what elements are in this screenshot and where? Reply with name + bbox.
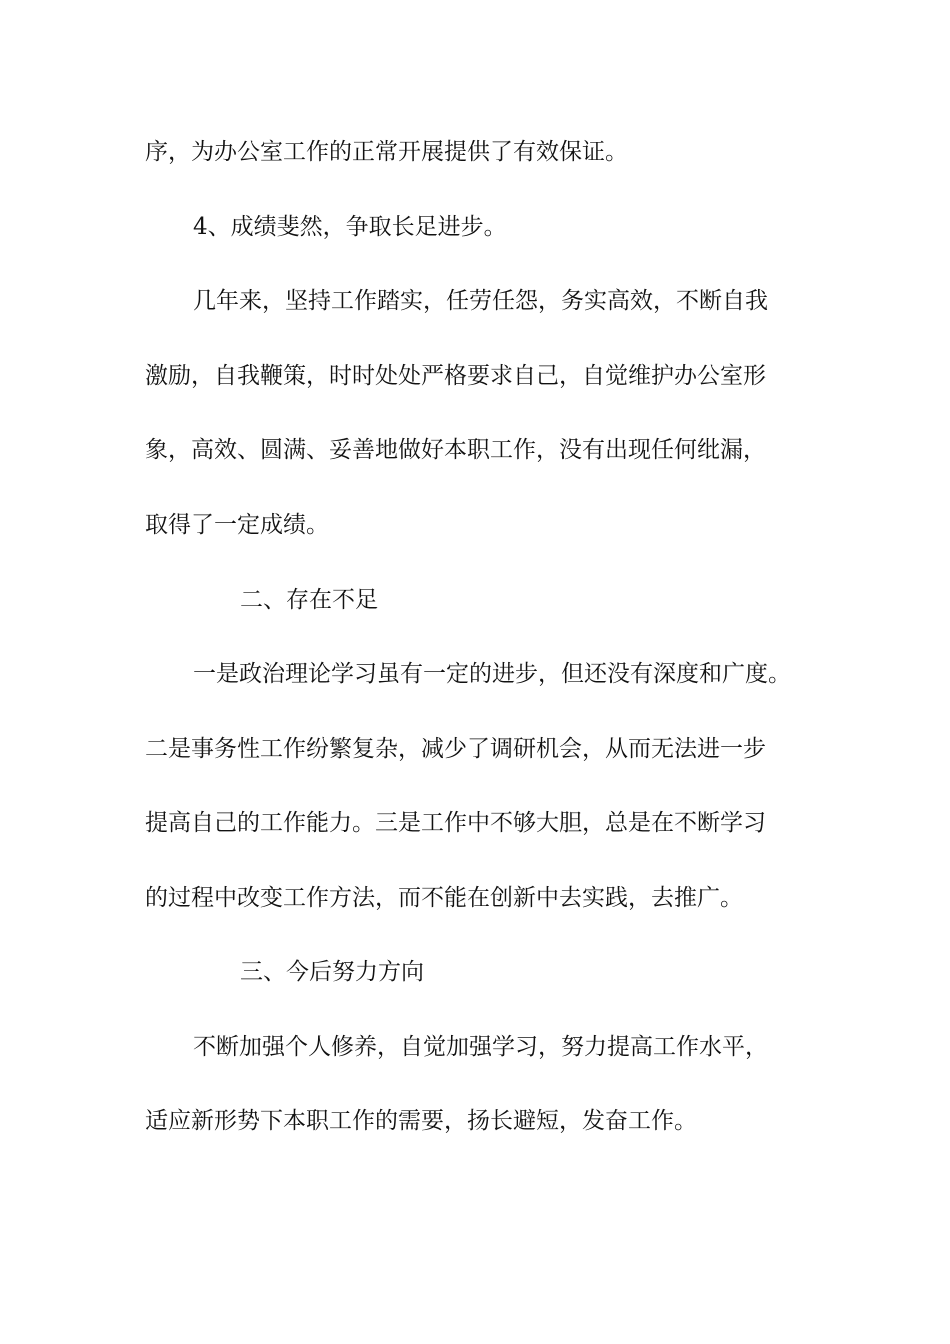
paragraph-future-line-1: 不断加强个人修养，自觉加强学习，努力提高工作水平，: [193, 1034, 768, 1060]
paragraph-future-line-2: 适应新形势下本职工作的需要，扬长避短，发奋工作。: [145, 1108, 697, 1134]
paragraph-shortcomings-line-2: 二是事务性工作纷繁复杂，减少了调研机会，从而无法进一步: [145, 736, 766, 762]
section-heading-shortcomings: 二、存在不足: [240, 587, 378, 613]
paragraph-shortcomings-line-1: 一是政治理论学习虽有一定的进步，但还没有深度和广度。: [193, 661, 791, 687]
section-heading-future-direction: 三、今后努力方向: [240, 959, 424, 985]
paragraph-achievements-line-3: 象，高效、圆满、妥善地做好本职工作，没有出现任何纰漏，: [145, 437, 766, 463]
paragraph-shortcomings-line-4: 的过程中改变工作方法，而不能在创新中去实践，去推广。: [145, 885, 743, 911]
paragraph-achievements-line-1: 几年来，坚持工作踏实，任劳任怨，务实高效，不断自我: [193, 288, 768, 314]
paragraph-achievements-line-4: 取得了一定成绩。: [145, 512, 329, 538]
paragraph-achievements-line-2: 激励，自我鞭策，时时处处严格要求自己，自觉维护办公室形: [145, 363, 766, 389]
paragraph-continuation: 序，为办公室工作的正常开展提供了有效保证。: [145, 139, 628, 165]
paragraph-shortcomings-line-3: 提高自己的工作能力。三是工作中不够大胆，总是在不断学习: [145, 810, 766, 836]
subsection-heading-4: 4、成绩斐然，争取长足进步。: [193, 214, 507, 240]
